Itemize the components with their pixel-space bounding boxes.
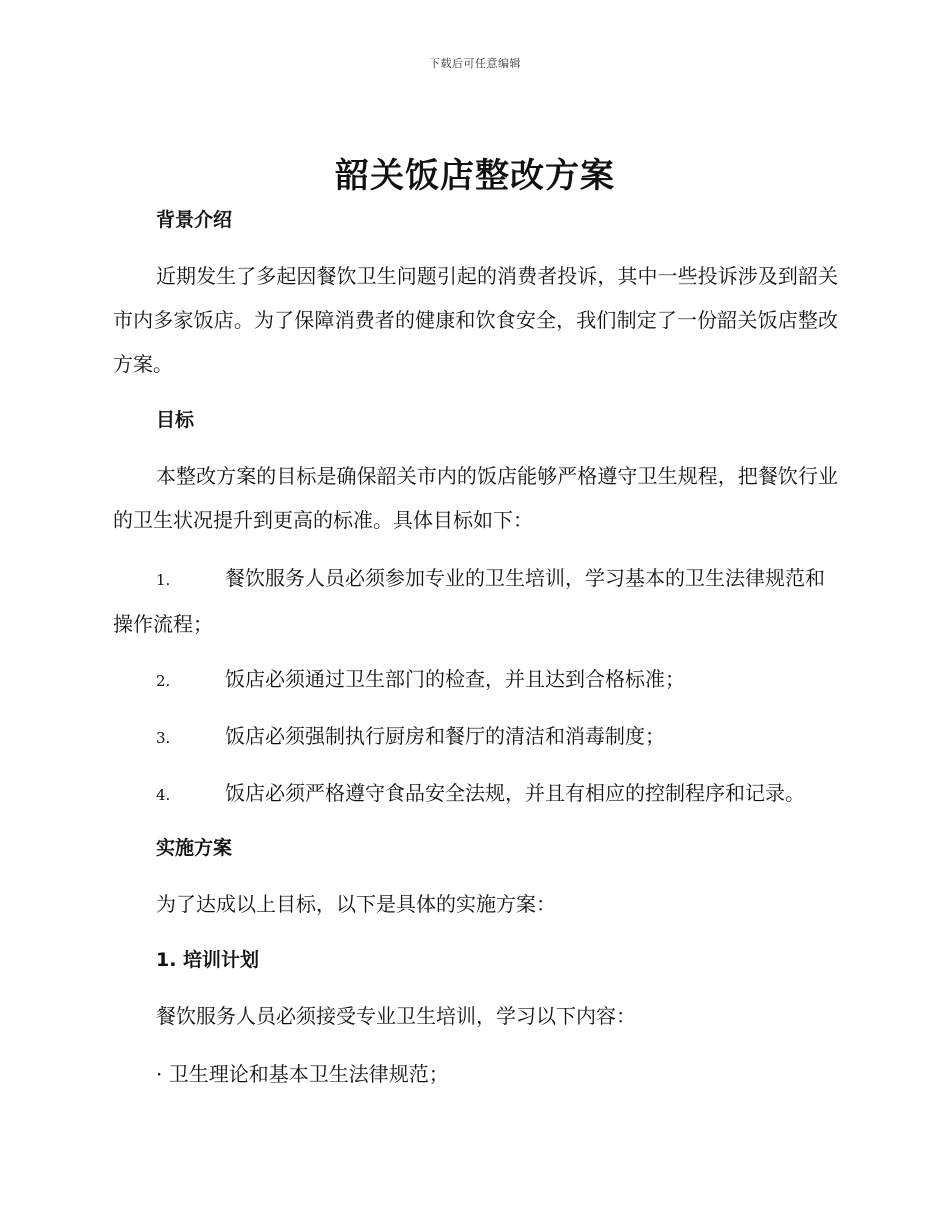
section-heading-goals: 目标 xyxy=(156,409,195,431)
goals-paragraph: 本整改方案的目标是确保韶关市内的饭店能够严格遵守卫生规程，把餐饮行业的卫生状况提升到更高的标准。具体目标如下： xyxy=(113,464,838,532)
training-paragraph: 餐饮服务人员必须接受专业卫生培训，学习以下内容： xyxy=(156,1004,636,1028)
goal-item-2 xyxy=(113,657,838,703)
section-heading-background: 背景介绍 xyxy=(156,209,233,231)
goal-item-4 xyxy=(113,771,838,817)
goal-item-text: 饭店必须强制执行厨房和餐厅的清洁和消毒制度； xyxy=(225,724,665,748)
goal-item-number: 2. xyxy=(156,672,171,690)
goal-item-number: 1. xyxy=(156,571,171,589)
section-heading-implementation: 实施方案 xyxy=(156,837,233,859)
subsection-heading-training: 1. 培训计划 xyxy=(156,949,260,971)
goal-item-number: 4. xyxy=(156,786,171,804)
header-note: 下载后可任意编辑 xyxy=(429,57,521,70)
goal-item-text: 饭店必须通过卫生部门的检查，并且达到合格标准； xyxy=(225,667,685,691)
implementation-intro: 为了达成以上目标，以下是具体的实施方案： xyxy=(156,892,556,916)
goal-item-number: 3. xyxy=(156,729,171,747)
document-body xyxy=(113,200,838,1096)
goal-item-text: 饭店必须严格遵守食品安全法规，并且有相应的控制程序和记录。 xyxy=(225,781,805,805)
background-paragraph: 近期发生了多起因餐饮卫生问题引起的消费者投诉，其中一些投诉涉及到韶关市内多家饭店。为了保障消费者的健康和饮食安全，我们制定了一份韶关饭店整改方案。 xyxy=(113,264,838,376)
page-title: 韶关饭店整改方案 xyxy=(335,156,615,196)
training-bullet: · 卫生理论和基本卫生法律规范； xyxy=(156,1062,449,1086)
goal-item-text: 餐饮服务人员必须参加专业的卫生培训，学习基本的卫生法律规范和操作流程； xyxy=(113,566,825,636)
goal-item-1 xyxy=(113,556,838,646)
goal-item-3 xyxy=(113,714,838,760)
